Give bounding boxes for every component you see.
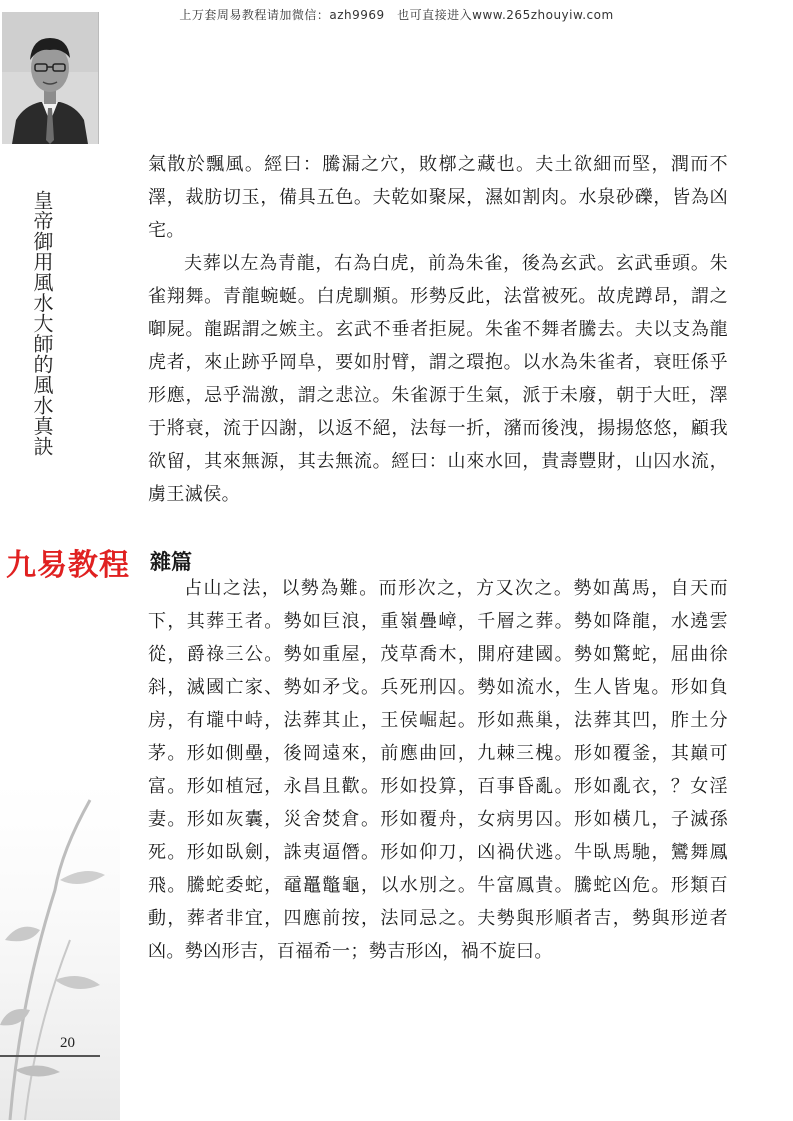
main-text-block-2 — [148, 572, 728, 968]
main-text-block-1 — [148, 148, 728, 511]
brand-logo: 九易教程 — [6, 548, 130, 583]
book-title-vertical: 皇帝御用風水大師的風水真訣 — [30, 190, 54, 457]
page-number: 20 — [60, 1035, 75, 1051]
author-portrait — [2, 12, 99, 144]
decorative-bamboo-watermark — [0, 780, 120, 1120]
section-heading: 雜篇 — [150, 550, 192, 574]
portrait-image — [2, 12, 98, 144]
paragraph: 占山之法，以勢為難。而形次之，方又次之。勢如萬馬，自天而下，其葬王者。勢如巨浪，重嶺疊嶂，千層之葬。勢如降龍，水遶雲從，爵祿三公。勢如重屋，茂草喬木，開府建國。勢如驚蛇，屈曲徐斜，滅國亡家、勢如矛戈。兵死刑囚。勢如流水，生人皆鬼。形如負房，有壠中峙，法葬其止，王侯崛起。形如燕巢，法葬其凹，胙土分茅。形如側壘，後岡遠來，前應曲回，九棘三槐。形如覆釜，其巔可富。形如植冠，永昌且歡。形如投算，百事昏亂。形如亂衣，？女淫妻。形如灰囊，災舍焚倉。形如覆舟，女病男囚。形如橫几，子滅孫死。形如臥劍，誅夷逼僭。形如仰刀，凶禍伏逃。牛臥馬馳，鸞舞鳳飛。騰蛇委蛇，黿鼉鼈龜，以水別之。牛富鳳貴。騰蛇凶危。形類百動，葬者非宜，四應前按，法同忌之。夫勢與形順者吉，勢與形逆者凶。勢凶形吉，百福希一；勢吉形凶，禍不旋曰。 — [148, 578, 728, 962]
paragraph: 夫葬以左為青龍，右為白虎，前為朱雀，後為玄武。玄武垂頭。朱雀翔舞。青龍蜿蜒。白虎馴頫。形勢反此，法當被死。故虎蹲昂，謂之啣屍。龍踞謂之嫉主。玄武不垂者拒屍。朱雀不舞者騰去。夫以支為龍虎者，來止跡乎岡阜，要如肘臂，謂之環抱。以水為朱雀者，衰旺係乎形應，忌乎湍激，謂之悲泣。朱雀源于生氣，派于未廢，朝于大旺，澤于將衰，流于囚謝，以返不絕，法每一折，瀦而後洩，揚揚悠悠，顧我欲留，其來無源，其去無流。經曰：山來水回，貴壽豐財，山囚水流，虜王滅侯。 — [148, 253, 728, 505]
paragraph: 氣散於飄風。經曰：騰漏之穴，敗槨之藏也。夫土欲細而堅，潤而不澤，裁肪切玉，備具五色。夫乾如聚屎，濕如割肉。水泉砂礫，皆為凶宅。 — [148, 154, 728, 241]
top-banner: 上万套周易教程请加微信：azh9969 也可直接进入www.265zhouyiw.com — [179, 8, 614, 22]
page-number-rule — [0, 1055, 100, 1057]
